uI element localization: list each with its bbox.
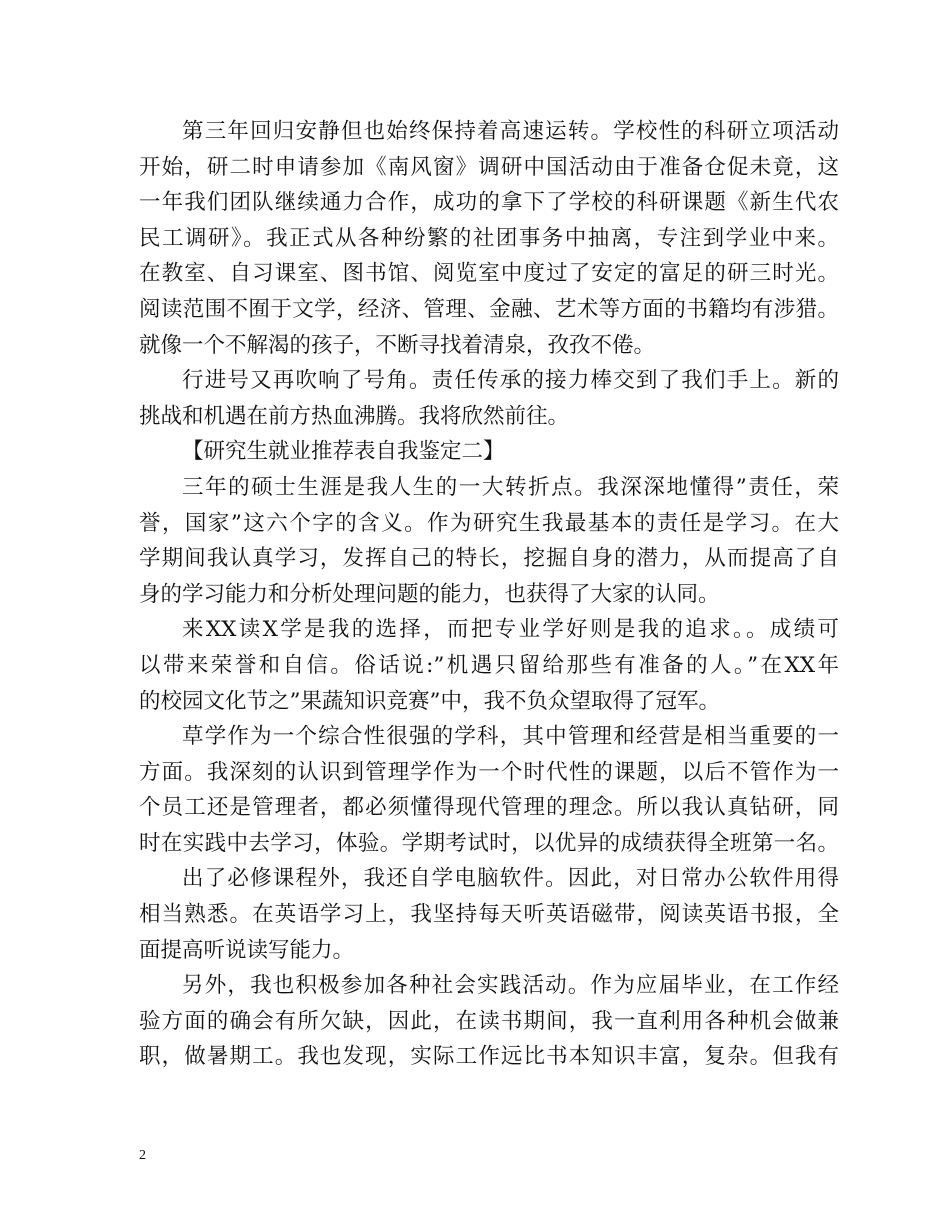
paragraph-line: 来XX读X学是我的选择，而把专业学好则是我的追求。。成绩可: [182, 617, 839, 643]
paragraph-line: 职，做暑期工。我也发现，实际工作远比书本知识丰富，复杂。但我有: [139, 1044, 839, 1070]
paragraph-line: 出了必修课程外，我还自学电脑软件。因此，对日常办公软件用得: [182, 866, 839, 892]
page-number: 2: [139, 1148, 146, 1163]
paragraph-line: 以带来荣誉和自信。俗话说:”机遇只留给那些有准备的人。”在XX年: [139, 652, 839, 678]
paragraph-line: 第三年回归安静但也始终保持着高速运转。学校性的科研立项活动: [182, 119, 839, 144]
paragraph-line: 时在实践中去学习，体验。学期考试时，以优异的成绩获得全班第一名。: [139, 830, 839, 856]
document-body: [139, 114, 839, 1075]
paragraph-line: 身的学习能力和分析处理问题的能力，也获得了大家的认同。: [139, 581, 720, 607]
paragraph-line: 行进号又再吹响了号角。责任传承的接力棒交到了我们手上。新的: [182, 368, 839, 394]
paragraph-line: 民工调研》。我正式从各种纷繁的社团事务中抽离，专注到学业中来。: [139, 225, 839, 251]
paragraph-line: 方面。我深刻的认识到管理学作为一个时代性的课题，以后不管作为一: [139, 759, 839, 785]
section-heading: 【研究生就业推荐表自我鉴定二】: [182, 439, 505, 465]
paragraph-line: 草学作为一个综合性很强的学科，其中管理和经营是相当重要的一: [182, 724, 839, 750]
paragraph-line: 个员工还是管理者，都必须懂得现代管理的理念。所以我认真钻研，同: [139, 795, 839, 821]
paragraph-line: 阅读范围不囿于文学，经济、管理、金融、艺术等方面的书籍均有涉猎。: [139, 296, 839, 322]
paragraph-line: 就像一个不解渴的孩子，不断寻找着清泉，孜孜不倦。: [139, 332, 656, 358]
paragraph-line: 一年我们团队继续通力合作，成功的拿下了学校的科研课题《新生代农: [139, 190, 839, 216]
paragraph-line: 的校园文化节之”果蔬知识竞赛”中，我不负众望取得了冠军。: [139, 688, 720, 714]
paragraph-line: 验方面的确会有所欠缺，因此，在读书期间，我一直利用各种机会做兼: [139, 1008, 839, 1034]
paragraph-line: 学期间我认真学习，发挥自己的特长，挖掘自身的潜力，从而提高了自: [139, 546, 839, 572]
paragraph-line: 誉，国家”这六个字的含义。作为研究生我最基本的责任是学习。在大: [139, 510, 839, 536]
paragraph-line: 相当熟悉。在英语学习上，我坚持每天听英语磁带，阅读英语书报，全: [139, 902, 839, 928]
paragraph-line: 另外，我也积极参加各种社会实践活动。作为应届毕业，在工作经: [182, 973, 839, 999]
paragraph-line: 在教室、自习课室、图书馆、阅览室中度过了安定的富足的研三时光。: [139, 261, 839, 287]
paragraph-line: 三年的硕士生涯是我人生的一大转折点。我深深地懂得”责任，荣: [182, 474, 839, 500]
paragraph-line: 开始，研二时申请参加《南风窗》调研中国活动由于准备仓促未竟，这: [139, 154, 839, 180]
paragraph-line: 挑战和机遇在前方热血沸腾。我将欣然前往。: [139, 403, 570, 429]
paragraph-line: 面提高听说读写能力。: [139, 937, 355, 963]
